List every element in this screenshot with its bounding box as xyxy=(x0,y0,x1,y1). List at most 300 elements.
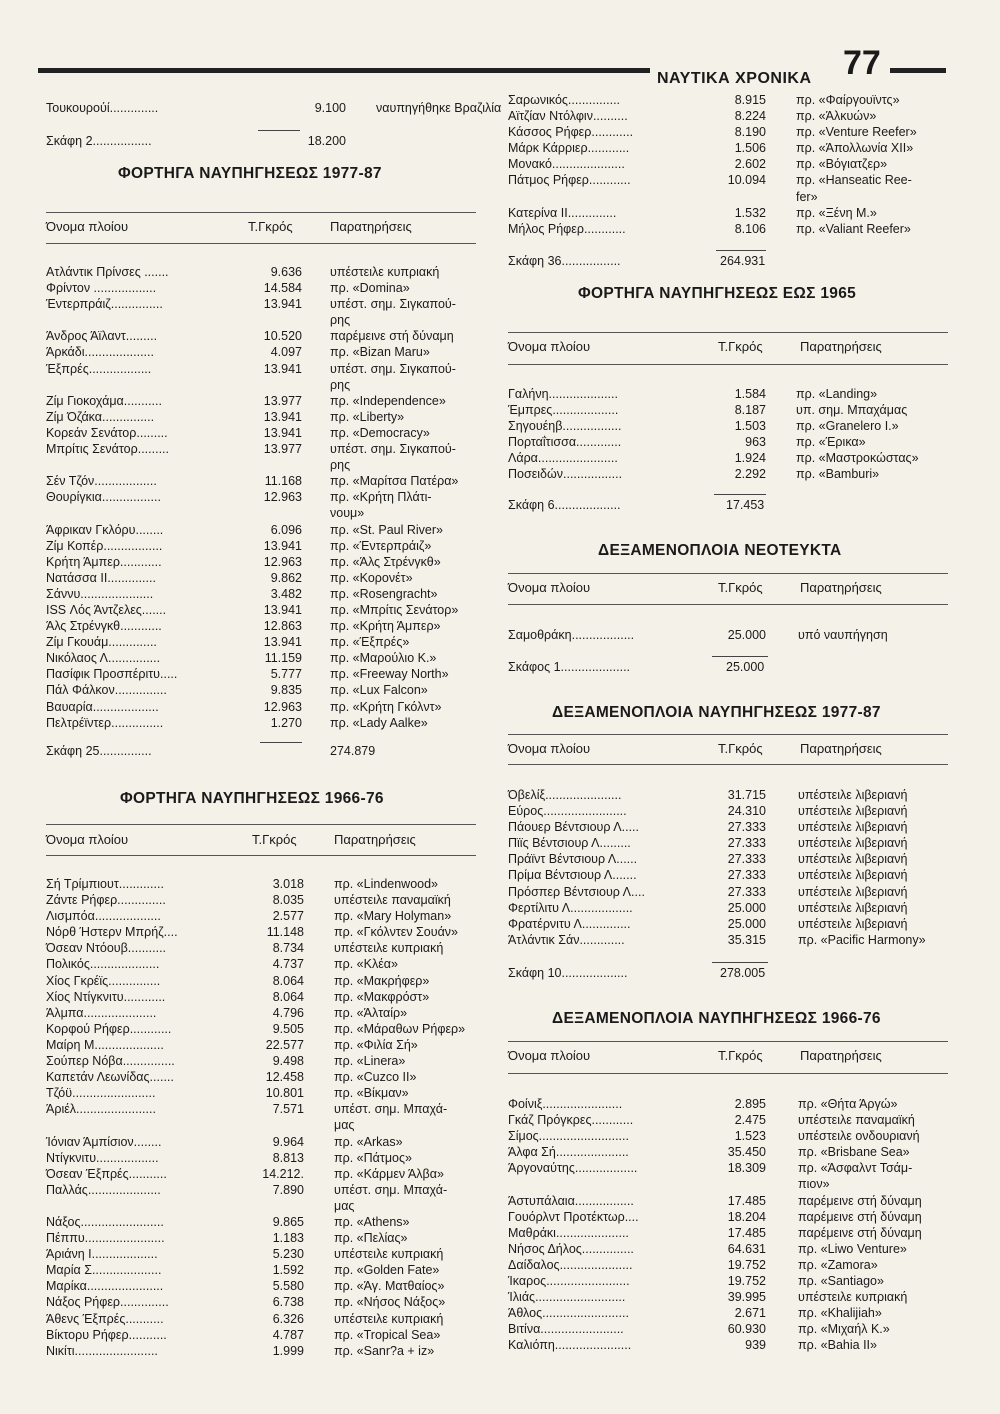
ship-name: Χίος Γκρέϊς............... xyxy=(46,973,161,988)
total-value: 17.453 xyxy=(726,498,765,512)
table-row xyxy=(508,1160,958,1176)
ship-name: Πρόσπερ Βέντσιουρ Λ.... xyxy=(508,884,645,899)
gross-tonnage: 2.475 xyxy=(734,1113,766,1128)
gross-tonnage: 27.333 xyxy=(727,836,766,851)
gross-tonnage: 60.930 xyxy=(727,1322,766,1337)
remarks: πρ. «Khalijiah» xyxy=(798,1306,882,1321)
ship-name: Άλμπα..................... xyxy=(46,1005,157,1020)
ship-name: Ίλιάς.......................... xyxy=(508,1290,626,1305)
table-row-continuation xyxy=(46,1198,486,1214)
remarks: πρ. «Κορονέτ» xyxy=(330,570,413,585)
ship-name: Ζίμ Κοπέρ................. xyxy=(46,538,163,553)
remarks: πρ. «Άπολλωνία ΧΙΙ» xyxy=(796,141,914,156)
remarks: πρ. «Άλς Στρένγκθ» xyxy=(330,554,441,569)
table-row xyxy=(508,92,958,108)
total-label: Σκάφη 36................. xyxy=(508,254,621,268)
ship-name: Φοίνιξ....................... xyxy=(508,1097,623,1111)
table-row xyxy=(508,787,958,803)
table-row xyxy=(508,1337,958,1353)
table-rule xyxy=(508,1041,948,1042)
gross-tonnage: 7.890 xyxy=(272,1182,304,1197)
gross-tonnage: 13.941 xyxy=(263,361,302,376)
page-header-title: ΝΑΥΤΙΚΑ ΧΡΟΝΙΚΑ xyxy=(657,70,812,87)
total-value: 278.005 xyxy=(720,966,766,980)
table-row xyxy=(508,1321,958,1337)
ship-name: Νικόλαος Λ............... xyxy=(46,651,161,666)
ship-name: Λισμπόα................... xyxy=(46,909,161,924)
ship-name: Μαθράκι..................... xyxy=(508,1225,629,1240)
table-rule xyxy=(508,734,948,735)
table-row xyxy=(508,884,958,900)
table-row xyxy=(46,586,486,602)
table-row xyxy=(508,1193,958,1209)
remarks: πρ. «Sanr?a + iz» xyxy=(334,1343,435,1358)
remarks: πρ. «Άλταίρ» xyxy=(334,1005,408,1020)
table-rule xyxy=(46,243,476,244)
gross-tonnage: 9.964 xyxy=(272,1134,304,1149)
remarks: υπέστειλε λιβεριανή xyxy=(798,836,908,851)
table-row xyxy=(46,264,486,280)
gross-tonnage: 939 xyxy=(745,1338,766,1353)
ship-name: Ίκαρος........................ xyxy=(508,1274,630,1289)
remarks: πρ. «Πελίας» xyxy=(334,1231,408,1246)
ship-name: Άργοναύτης.................. xyxy=(508,1161,638,1176)
ship-name: Σούπερ Νόβα............... xyxy=(46,1054,175,1069)
ship-name: Τουκουρούί.............. xyxy=(46,101,159,115)
remarks: πρ. «Athens» xyxy=(334,1214,410,1229)
table-row xyxy=(508,1305,958,1321)
remarks: πρ. «Έντερπράιζ» xyxy=(330,538,432,553)
table-row xyxy=(46,650,486,666)
gross-tonnage: 9.865 xyxy=(272,1214,304,1229)
remarks: πιον» xyxy=(798,1177,830,1192)
gross-tonnage: 9.835 xyxy=(270,683,302,698)
table-rule xyxy=(508,364,948,365)
ship-name: Μονακό..................... xyxy=(508,157,625,172)
table-row-continuation xyxy=(46,457,486,473)
header-rule-left xyxy=(38,68,650,73)
gross-tonnage: 11.168 xyxy=(264,474,302,489)
remarks: fer» xyxy=(796,189,818,204)
table-row xyxy=(46,989,486,1005)
section-title-tankers-1966-76: ΔΕΞΑΜΕΝΟΠΛΟΙΑ ΝΑΥΠΗΓΗΣΕΩΣ 1966-76 xyxy=(552,1010,881,1027)
table-row xyxy=(508,803,958,819)
total-label: Σκάφη 6................... xyxy=(508,498,621,512)
gross-tonnage: 5.777 xyxy=(270,667,302,682)
gross-tonnage: 17.485 xyxy=(727,1193,766,1208)
col-tonnage-header: Τ.Γκρός xyxy=(248,219,293,234)
gross-tonnage: 4.097 xyxy=(270,345,302,360)
col-name-header: Όνομα πλοίου xyxy=(508,741,591,756)
section-title-freight-until-1965: ΦΟΡΤΗΓΑ ΝΑΥΠΗΓΗΣΕΩΣ ΕΩΣ 1965 xyxy=(578,285,857,302)
ship-name: Άφρικαν Γκλόρυ........ xyxy=(46,522,164,537)
remarks: πρ. «Άλκυών» xyxy=(796,109,877,124)
remarks: πρ. «Έξπρές» xyxy=(330,635,410,650)
ship-name: Κρήτη Άμπερ............ xyxy=(46,554,162,569)
gross-tonnage: 35.450 xyxy=(727,1145,766,1160)
gross-tonnage: 2.292 xyxy=(734,467,766,482)
table-row xyxy=(46,473,486,489)
gross-tonnage: 6.096 xyxy=(270,522,302,537)
page-number: 77 xyxy=(843,44,881,82)
remarks: πρ. «Landing» xyxy=(796,387,878,401)
remarks: υπέστ. σημ. Μπαχά- xyxy=(334,1182,448,1197)
table-row xyxy=(46,409,486,425)
col-name-header: Όνομα πλοίου xyxy=(508,339,591,354)
remarks: υπέστειλε λιβεριανή xyxy=(798,884,908,899)
ship-name: Καλιόπη...................... xyxy=(508,1338,632,1353)
ship-name: Ίόνιαν Άμπίσιον........ xyxy=(46,1134,162,1149)
remarks: υπέστειλε παναμαϊκή xyxy=(334,893,451,908)
remarks: υπέστειλε λιβεριανή xyxy=(798,852,908,867)
total-rule xyxy=(260,742,302,743)
gross-tonnage: 8.734 xyxy=(272,941,304,956)
table-row-continuation xyxy=(46,312,486,328)
remarks: πρ. «Zamora» xyxy=(798,1257,878,1272)
table-row xyxy=(46,1311,486,1327)
total-value: 25.000 xyxy=(726,660,765,674)
table-row xyxy=(46,522,486,538)
table-row xyxy=(46,280,486,296)
remarks: πρ. «Arkas» xyxy=(334,1134,403,1149)
table-row xyxy=(46,1005,486,1021)
gross-tonnage: 4.796 xyxy=(272,1005,304,1020)
ship-name: Φρατέρνιτυ Λ.............. xyxy=(508,916,631,931)
col-name-header: Όνομα πλοίου xyxy=(508,1048,591,1063)
table-row xyxy=(46,1262,486,1278)
table-row xyxy=(508,627,958,643)
gross-tonnage: 3.482 xyxy=(270,586,302,601)
gross-tonnage: 31.715 xyxy=(727,788,766,802)
ship-name: Άριέλ....................... xyxy=(46,1102,156,1117)
ship-name: Βαυαρία................... xyxy=(46,699,159,714)
ship-name: Ζάντε Ρήφερ.............. xyxy=(46,893,166,908)
gross-tonnage: 1.503 xyxy=(734,419,766,434)
total-rule xyxy=(712,656,768,657)
gross-tonnage: 1.924 xyxy=(734,451,766,466)
gross-tonnage: 8.035 xyxy=(272,893,304,908)
gross-tonnage: 12.863 xyxy=(263,619,302,634)
table-row-continuation xyxy=(508,1176,958,1192)
gross-tonnage: 9.505 xyxy=(272,1021,304,1036)
gross-tonnage: 27.333 xyxy=(727,868,766,883)
ship-name: Γουόρλντ Προτέκτωρ.... xyxy=(508,1209,639,1224)
remarks: ρης xyxy=(330,313,351,328)
ship-name: Έξπρές.................. xyxy=(46,361,152,376)
remarks: πρ. «Rosengracht» xyxy=(330,586,438,601)
ship-name: Ζίμ Γιοκοχάμα........... xyxy=(46,393,162,408)
table-row xyxy=(508,1209,958,1225)
table-row xyxy=(46,1294,486,1310)
gross-tonnage: 10.094 xyxy=(727,173,766,188)
remarks: υπέστειλε ονδουριανή xyxy=(798,1129,920,1144)
remarks: υπέστ. σημ. Σιγκαπού- xyxy=(330,297,456,312)
remarks: πρ. «Κρήτη Γκόλντ» xyxy=(330,699,442,714)
remarks: πρ. «Γκόλντεν Σουάν» xyxy=(334,925,459,940)
remarks: πρ. «Tropical Sea» xyxy=(334,1327,441,1342)
table-row xyxy=(46,924,486,940)
ship-name: Άριάνη Ι................... xyxy=(46,1247,158,1262)
remarks: νουμ» xyxy=(330,506,365,521)
total-label: Σκάφος 1.................... xyxy=(508,660,631,674)
ship-name: Πράϊντ Βέντσιουρ Λ...... xyxy=(508,852,638,867)
ship-name: Πάουερ Βέντσιουρ Λ..... xyxy=(508,820,640,835)
tankers-1966-76-table xyxy=(508,1096,958,1354)
gross-tonnage: 18.309 xyxy=(727,1161,766,1176)
remarks: υπέστειλε λιβεριανή xyxy=(798,788,908,802)
ship-name: Πορταΐτισσα............. xyxy=(508,435,622,450)
table-row xyxy=(46,1246,486,1262)
total-label: Σκάφη 10................... xyxy=(508,966,628,980)
remarks: πρ. «Νήσος Νάξος» xyxy=(334,1295,446,1310)
section-title-freight-1966-76: ΦΟΡΤΗΓΑ ΝΑΥΠΗΓΗΣΕΩΣ 1966-76 xyxy=(120,790,384,807)
gross-tonnage: 22.577 xyxy=(265,1037,304,1052)
remarks: πρ. «Brisbane Sea» xyxy=(798,1145,910,1160)
remarks: πρ. «Φιλία Σή» xyxy=(334,1037,418,1052)
gross-tonnage: 13.941 xyxy=(263,425,302,440)
gross-tonnage: 12.963 xyxy=(263,490,302,505)
gross-tonnage: 13.941 xyxy=(263,409,302,424)
total-rule xyxy=(714,494,766,495)
ship-name: Όσεαν Έξπρές........... xyxy=(46,1166,167,1181)
gross-tonnage: 4.787 xyxy=(272,1327,304,1342)
table-row xyxy=(46,1166,486,1182)
ship-name: Λάρα....................... xyxy=(508,451,618,466)
ship-name: Σαρωνικός............... xyxy=(508,93,621,107)
remarks: πρ. «Bamburi» xyxy=(796,467,880,482)
ship-name: Καπετάν Λεωνίδας....... xyxy=(46,1070,174,1085)
gross-tonnage: 13.941 xyxy=(263,635,302,650)
total-rule xyxy=(258,130,300,131)
table-row xyxy=(46,328,486,344)
table-row xyxy=(46,344,486,360)
ship-name: Σηγουέηβ................. xyxy=(508,419,622,434)
remarks: υπέστειλε κυπριακή xyxy=(334,1247,444,1262)
gross-tonnage: 18.204 xyxy=(727,1209,766,1224)
gross-tonnage: 1.999 xyxy=(272,1343,304,1358)
ship-name: Σή Τρίμπιουτ............. xyxy=(46,877,164,891)
ship-name: Ντίγκνιτυ.................. xyxy=(46,1150,159,1165)
ship-name: Πϊϊς Βέντσιουρ Λ......... xyxy=(508,836,631,851)
remarks: υπ. σημ. Μπαχάμας xyxy=(796,403,908,418)
remarks: υπέστ. σημ. Μπαχά- xyxy=(334,1102,448,1117)
remarks: πρ. «Κρήτη Πλάτι- xyxy=(330,490,432,505)
ship-name: Όβελίξ...................... xyxy=(508,788,622,802)
ship-name: Άλς Στρένγκθ............ xyxy=(46,619,162,634)
gross-tonnage: 9.636 xyxy=(270,265,302,279)
table-row xyxy=(508,418,958,434)
remarks: πρ. «Lux Falcon» xyxy=(330,683,428,698)
table-row xyxy=(508,434,958,450)
table-row xyxy=(508,1128,958,1144)
remarks: παρέμεινε στή δύναμη xyxy=(798,1193,922,1208)
gross-tonnage: 13.941 xyxy=(263,538,302,553)
gross-tonnage: 13.941 xyxy=(263,602,302,617)
table-row xyxy=(46,1230,486,1246)
ship-name: Νάξος Ρήφερ.............. xyxy=(46,1295,169,1310)
table-row-continuation xyxy=(508,189,958,205)
ship-name: Μπρίτις Σενάτορ......... xyxy=(46,442,169,457)
remarks: ναυπηγήθηκε Βραζιλία xyxy=(376,101,502,115)
col-remarks-header: Παρατηρήσεις xyxy=(800,741,882,756)
table-row-continuation xyxy=(46,377,486,393)
table-row xyxy=(46,618,486,634)
table-row xyxy=(508,108,958,124)
table-row xyxy=(508,124,958,140)
gross-tonnage: 12.963 xyxy=(263,554,302,569)
remarks: πρ. «Lindenwood» xyxy=(334,877,439,891)
gross-tonnage: 12.458 xyxy=(265,1070,304,1085)
col-tonnage-header: Τ.Γκρός xyxy=(718,1048,763,1063)
table-row xyxy=(46,361,486,377)
remarks: πρ. «Μακρήφερ» xyxy=(334,973,430,988)
gross-tonnage: 8.915 xyxy=(734,93,766,107)
gross-tonnage: 11.159 xyxy=(264,651,302,666)
remarks: παρέμεινε στή δύναμη xyxy=(798,1225,922,1240)
col-tonnage-header: Τ.Γκρός xyxy=(718,741,763,756)
remarks: ρης xyxy=(330,377,351,392)
table-row-continuation xyxy=(46,1117,486,1133)
table-row xyxy=(46,393,486,409)
freight-until-1965-table xyxy=(508,386,958,483)
table-row xyxy=(508,205,958,221)
table-row xyxy=(508,835,958,851)
col-remarks-header: Παρατηρήσεις xyxy=(800,339,882,354)
ship-name: Άθενς Έξπρές........... xyxy=(46,1311,164,1326)
ship-name: Ατλάντικ Πρίνσες ....... xyxy=(46,265,169,279)
gross-tonnage: 8.064 xyxy=(272,973,304,988)
ship-name: Βίκτορυ Ρήφερ........... xyxy=(46,1327,167,1342)
ship-name: Πελτρέϊντερ............... xyxy=(46,715,164,730)
gross-tonnage: 10.520 xyxy=(263,329,302,344)
ship-name: Ποσειδών................. xyxy=(508,467,623,482)
table-row xyxy=(46,1037,486,1053)
remarks: πρ. «Μάραθων Ρήφερ» xyxy=(334,1021,466,1036)
ship-name: Σέν Τζόν.................. xyxy=(46,474,157,489)
total-value: 274.879 xyxy=(330,744,376,758)
table-row xyxy=(46,1021,486,1037)
gross-tonnage: 35.315 xyxy=(727,932,766,947)
total-label: Σκάφη 2................. xyxy=(46,134,152,148)
total-label: Σκάφη 25............... xyxy=(46,744,152,758)
ship-name: Πολικός.................... xyxy=(46,957,160,972)
ship-name: Εύρος........................ xyxy=(508,804,627,819)
remarks: πρ. «Ξένη Μ.» xyxy=(796,205,877,220)
ship-name: Σίμος.......................... xyxy=(508,1129,629,1144)
ship-name: Νικίτι........................ xyxy=(46,1343,158,1358)
remarks: ρης xyxy=(330,458,351,473)
ship-name: Άθλος......................... xyxy=(508,1306,629,1321)
remarks: μας xyxy=(334,1118,355,1133)
remarks: πρ. «Pacific Harmony» xyxy=(798,932,926,947)
ship-name: Άρκάδι.................... xyxy=(46,345,154,360)
gross-tonnage: 25.000 xyxy=(727,900,766,915)
gross-tonnage: 1.506 xyxy=(734,141,766,156)
gross-tonnage: 27.333 xyxy=(727,820,766,835)
remarks: υπέστειλε λιβεριανή xyxy=(798,820,908,835)
ship-name: Έντερπράιζ............... xyxy=(46,297,163,312)
ship-name: Μήλος Ρήφερ............ xyxy=(508,221,626,236)
table-row xyxy=(508,1225,958,1241)
ship-name: Πάλ Φάλκον............... xyxy=(46,683,167,698)
gross-tonnage: 6.326 xyxy=(272,1311,304,1326)
remarks: μας xyxy=(334,1198,355,1213)
ship-name: Γαλήνη.................... xyxy=(508,387,618,401)
table-row xyxy=(46,1182,486,1198)
gross-tonnage: 39.995 xyxy=(727,1290,766,1305)
remarks: πρ. «Mary Holyman» xyxy=(334,909,452,924)
table-row xyxy=(46,908,486,924)
gross-tonnage: 9.862 xyxy=(270,570,302,585)
remarks: πρ. «Μαστροκώστας» xyxy=(796,451,919,466)
ship-name: Άλφα Σή..................... xyxy=(508,1145,629,1160)
table-rule xyxy=(508,1073,948,1074)
table-row xyxy=(508,1289,958,1305)
gross-tonnage: 1.532 xyxy=(734,205,766,220)
table-row xyxy=(508,221,958,237)
ship-name: Πέππυ....................... xyxy=(46,1231,165,1246)
table-row xyxy=(508,900,958,916)
ship-name: Κορφού Ρήφερ............ xyxy=(46,1021,172,1036)
remarks: πρ. «Liwo Venture» xyxy=(798,1241,907,1256)
table-row xyxy=(46,1278,486,1294)
gross-tonnage: 2.577 xyxy=(272,909,304,924)
left-top-rows xyxy=(46,100,502,116)
ship-name: Κάσσος Ρήφερ............ xyxy=(508,125,634,140)
remarks: πρ. «Linera» xyxy=(334,1054,406,1069)
total-value: 18.200 xyxy=(307,134,346,148)
col-remarks-header: Παρατηρήσεις xyxy=(800,1048,882,1063)
table-row xyxy=(508,172,958,188)
table-row xyxy=(508,156,958,172)
col-tonnage-header: Τ.Γκρός xyxy=(718,339,763,354)
gross-tonnage: 13.941 xyxy=(263,297,302,312)
ship-name: Πρίμα Βέντσιουρ Λ....... xyxy=(508,868,637,883)
table-row xyxy=(46,1101,486,1117)
section-title-freight-1977-87: ΦΟΡΤΗΓΑ ΝΑΥΠΗΓΗΣΕΩΣ 1977-87 xyxy=(118,165,382,182)
remarks: πρ. «Έρικα» xyxy=(796,435,866,450)
gross-tonnage: 8.064 xyxy=(272,989,304,1004)
ship-name: Μαρία Σ.................... xyxy=(46,1263,162,1278)
remarks: πρ. «Valiant Reefer» xyxy=(796,221,911,236)
ship-name: Παλλάς..................... xyxy=(46,1182,161,1197)
table-row xyxy=(508,1257,958,1273)
table-row xyxy=(46,570,486,586)
gross-tonnage: 5.230 xyxy=(272,1247,304,1262)
remarks: υπέστ. σημ. Σιγκαπού- xyxy=(330,442,456,457)
gross-tonnage: 1.183 xyxy=(272,1231,304,1246)
table-row xyxy=(46,1343,486,1359)
remarks: πρ. «Democracy» xyxy=(330,425,430,440)
table-row xyxy=(46,940,486,956)
remarks: πρ. «Βίκμαν» xyxy=(334,1086,409,1101)
remarks: πρ. «Hanseatic Ree- xyxy=(796,173,912,188)
table-rule xyxy=(508,573,948,574)
gross-tonnage: 10.801 xyxy=(265,1086,304,1101)
table-row xyxy=(46,1150,486,1166)
remarks: πρ. «Lady Aalke» xyxy=(330,715,428,730)
remarks: πρ. «Independence» xyxy=(330,393,446,408)
section-title-tankers-new: ΔΕΞΑΜΕΝΟΠΛΟΙΑ ΝΕΟΤΕΥΚΤΑ xyxy=(598,542,842,559)
right-top-rows xyxy=(508,92,958,237)
remarks: υπέστ. σημ. Σιγκαπού- xyxy=(330,361,456,376)
remarks: πρ. «Φαίργουϊντς» xyxy=(796,93,900,107)
remarks: πρ. «Κλέα» xyxy=(334,957,398,972)
col-name-header: Όνομα πλοίου xyxy=(508,580,591,595)
gross-tonnage: 8.813 xyxy=(272,1150,304,1165)
table-row xyxy=(46,892,486,908)
table-row xyxy=(46,1327,486,1343)
